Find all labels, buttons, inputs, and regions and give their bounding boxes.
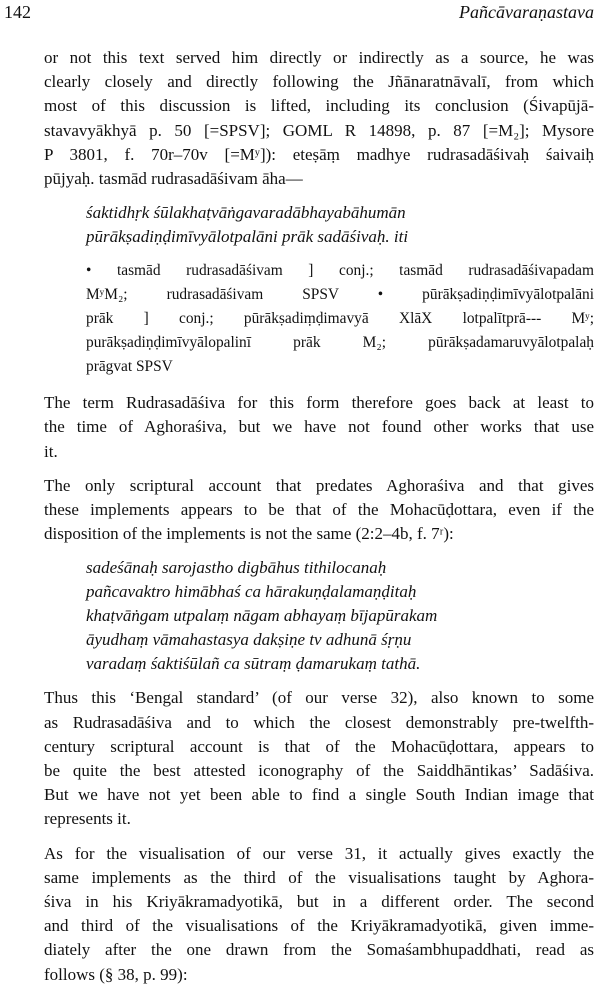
critical-apparatus (86, 259, 594, 379)
text-line: the time of Aghoraśiva, but we have not found other works that use (44, 417, 594, 437)
apparatus-line: prāk ] conj.; pūrākṣadiṃḍimavyā XlāX lotpalītprā--- Mʸ; (86, 310, 594, 328)
text-line: The only scriptural account that predates Aghoraśiva and that gives (44, 475, 594, 495)
verse-line: pañcavaktro himābhaś ca hārakuṇḍalamaṇḍitaḥ (86, 582, 417, 602)
apparatus-line: MʸM₂; rudrasadāśivam SPSV • pūrākṣadiṇḍimīvyālotpalāni (86, 286, 594, 304)
text-line: it. (44, 441, 58, 461)
running-title: Pañcāvaraṇastava (459, 2, 594, 22)
text-line: these implements appears to be that of the Mohacūḍottara, even if the (44, 500, 594, 520)
text-line: follows (§ 38, p. 99): (44, 964, 188, 984)
verse-line: āyudhaṃ vāmahastasya dakṣiṇe tv adhunā śṛṇu (86, 630, 412, 650)
text-line: most of this discussion is lifted, including its conclusion (Śivapūjā- (44, 96, 594, 116)
text-line: century scriptural account is that of the Mohacūḍottara, appears to (44, 736, 594, 756)
text-line: pūjyaḥ. tasmād rudrasadāśivam āha— (44, 169, 303, 189)
text-line: But we have not yet been able to find a single South Indian image that (44, 785, 594, 805)
paragraph-1 (44, 46, 594, 191)
verse-line: pūrākṣadiṇḍimīvyālotpalāni prāk sadāśivaḥ. iti (86, 227, 409, 247)
page-number: 142 (4, 2, 31, 22)
text-line: stavavyākhyā p. 50 [=SPSV]; GOML R 14898, p. 87 [=M₂]; Mysore (44, 120, 594, 140)
verse-line: khaṭvāṅgam utpalaṃ nāgam abhayaṃ bījapūrakam (86, 606, 438, 626)
verse-quotation-1 (86, 201, 594, 249)
text-line: as Rudrasadāśiva and to which the closest demonstrably pre-twelfth- (44, 712, 594, 732)
page-body (44, 46, 594, 997)
paragraph-3 (44, 474, 594, 547)
paragraph-5 (44, 842, 594, 987)
verse-line: śaktidhṛk śūlakhaṭvāṅgavaradābhayabāhumān (86, 203, 406, 223)
paragraph-2 (44, 391, 594, 464)
text-line: or not this text served him directly or indirectly as a source, he was (44, 48, 594, 67)
apparatus-line: prāgvat SPSV (86, 358, 173, 376)
text-line: diately after the one drawn from the Somaśambhupaddhati, read as (44, 940, 594, 960)
text-line: Thus this ‘Bengal standard’ (of our verse 32), also known to some (44, 688, 594, 708)
apparatus-line: • tasmād rudrasadāśivam ] conj.; tasmād rudrasadāśivapadam (86, 262, 594, 280)
verse-line: sadeśānaḥ sarojastho digbāhus tithilocanaḥ (86, 558, 387, 578)
verse-line: varadaṃ śaktiśūlañ ca sūtraṃ ḍamarukaṃ tathā. (86, 654, 421, 674)
text-line: P 3801, f. 70r–70v [=Mʸ]): eteṣāṃ madhye rudrasadāśivaḥ śaivaiḥ (44, 144, 594, 164)
paragraph-4 (44, 686, 594, 831)
text-line: and third of the visualisations of the Kriyākramadyotikā, given imme- (44, 916, 594, 936)
text-line: be quite the best attested iconography of the Saiddhāntikas’ Sadāśiva. (44, 761, 594, 781)
text-line: As for the visualisation of our verse 31, it actually gives exactly the (44, 843, 594, 863)
text-line: śiva in his Kriyākramadyotikā, but in a different order. The second (44, 892, 594, 912)
verse-quotation-2 (86, 556, 594, 676)
text-line: represents it. (44, 809, 131, 829)
text-line: clearly closely and directly following the Jñānaratnāvalī, from which (44, 72, 594, 92)
page-header (0, 0, 600, 26)
text-line: disposition of the implements is not the same (2:2–4b, f. 7ʳ): (44, 524, 454, 544)
text-line: The term Rudrasadāśiva for this form therefore goes back at least to (44, 393, 594, 413)
text-line: same implements as the third of the visualisations taught by Aghora- (44, 867, 594, 887)
apparatus-line: purākṣadiṇḍimīvyālopalinī prāk M₂; pūrākṣadamaruvyālotpalaḥ (86, 334, 594, 352)
